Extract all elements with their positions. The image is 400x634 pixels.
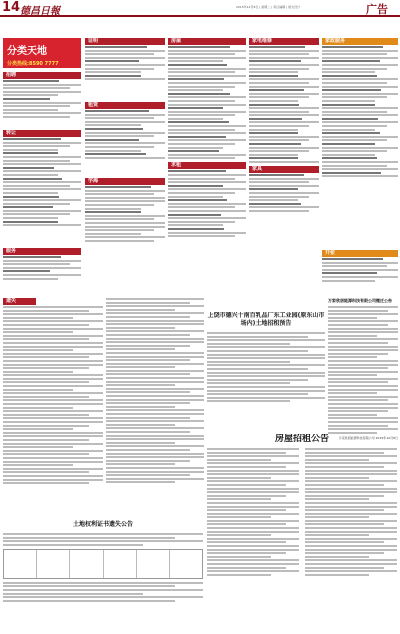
fangwu-section [168,38,246,294]
header-info: 2015年12月8日 | 星期二 | 责任编辑 | 版式设计 [236,5,301,9]
land-notice [207,312,325,430]
yishi-bar: 遗失 [3,298,36,305]
newspaper-logo: 德昌日報 [20,6,60,17]
land-cert-notice [3,520,203,630]
fuwu-bar: 服务 [3,248,81,255]
page-number: 14 [2,0,21,15]
land-cert-title: 土地权利证书遗失公告 [72,521,133,528]
fenlei-title: 分类天地 [7,46,47,57]
kaizhang-section [322,250,398,294]
zhengming-section [85,38,165,98]
xuexi-section [85,178,165,296]
jiazheng-section [322,38,398,248]
zulin-section [85,102,165,176]
jiadian-bar: 家电维修 [249,38,319,45]
house-notice-title: 房屋招租公告 [274,434,329,444]
land-notice-title: 上饶市德兴十南百乳品厂东工业园(原东山市场内)土地招租预告 [207,312,325,327]
jiadian-section [249,38,319,294]
fuwu-section [3,248,81,296]
jiaju-bar: 家具 [249,166,319,173]
zhuanrang-section [3,130,81,246]
relocation-title: 万家欣居能源科技有限公司搬迁公告 [328,298,392,303]
qiuzu-bar: 求租 [168,162,246,169]
fangwu-bar: 房屋 [168,38,246,45]
zhengming-bar: 证明 [85,38,165,45]
yishi-col2 [106,298,204,514]
zhaopin-section [3,72,81,126]
zhuanrang-bar: 转让 [3,130,81,137]
zhaopin-bar: 招聘 [3,72,81,79]
page-header [0,0,400,17]
zulin-bar: 租赁 [85,102,165,109]
yishi-section [3,298,103,514]
section-title: 广告 [366,3,388,16]
fenlei-block [3,38,81,68]
xuexi-bar: 学海 [85,178,165,185]
relocation-footer: 万家欣居能源科技有限公司 2015年12月8日 [338,435,398,440]
fenlei-hotline: 分类热线:8590 7777 [7,61,59,67]
house-notice [207,434,397,630]
kaizhang-bar: 开张 [322,250,398,257]
jiazheng-bar: 家政服务 [322,38,398,45]
